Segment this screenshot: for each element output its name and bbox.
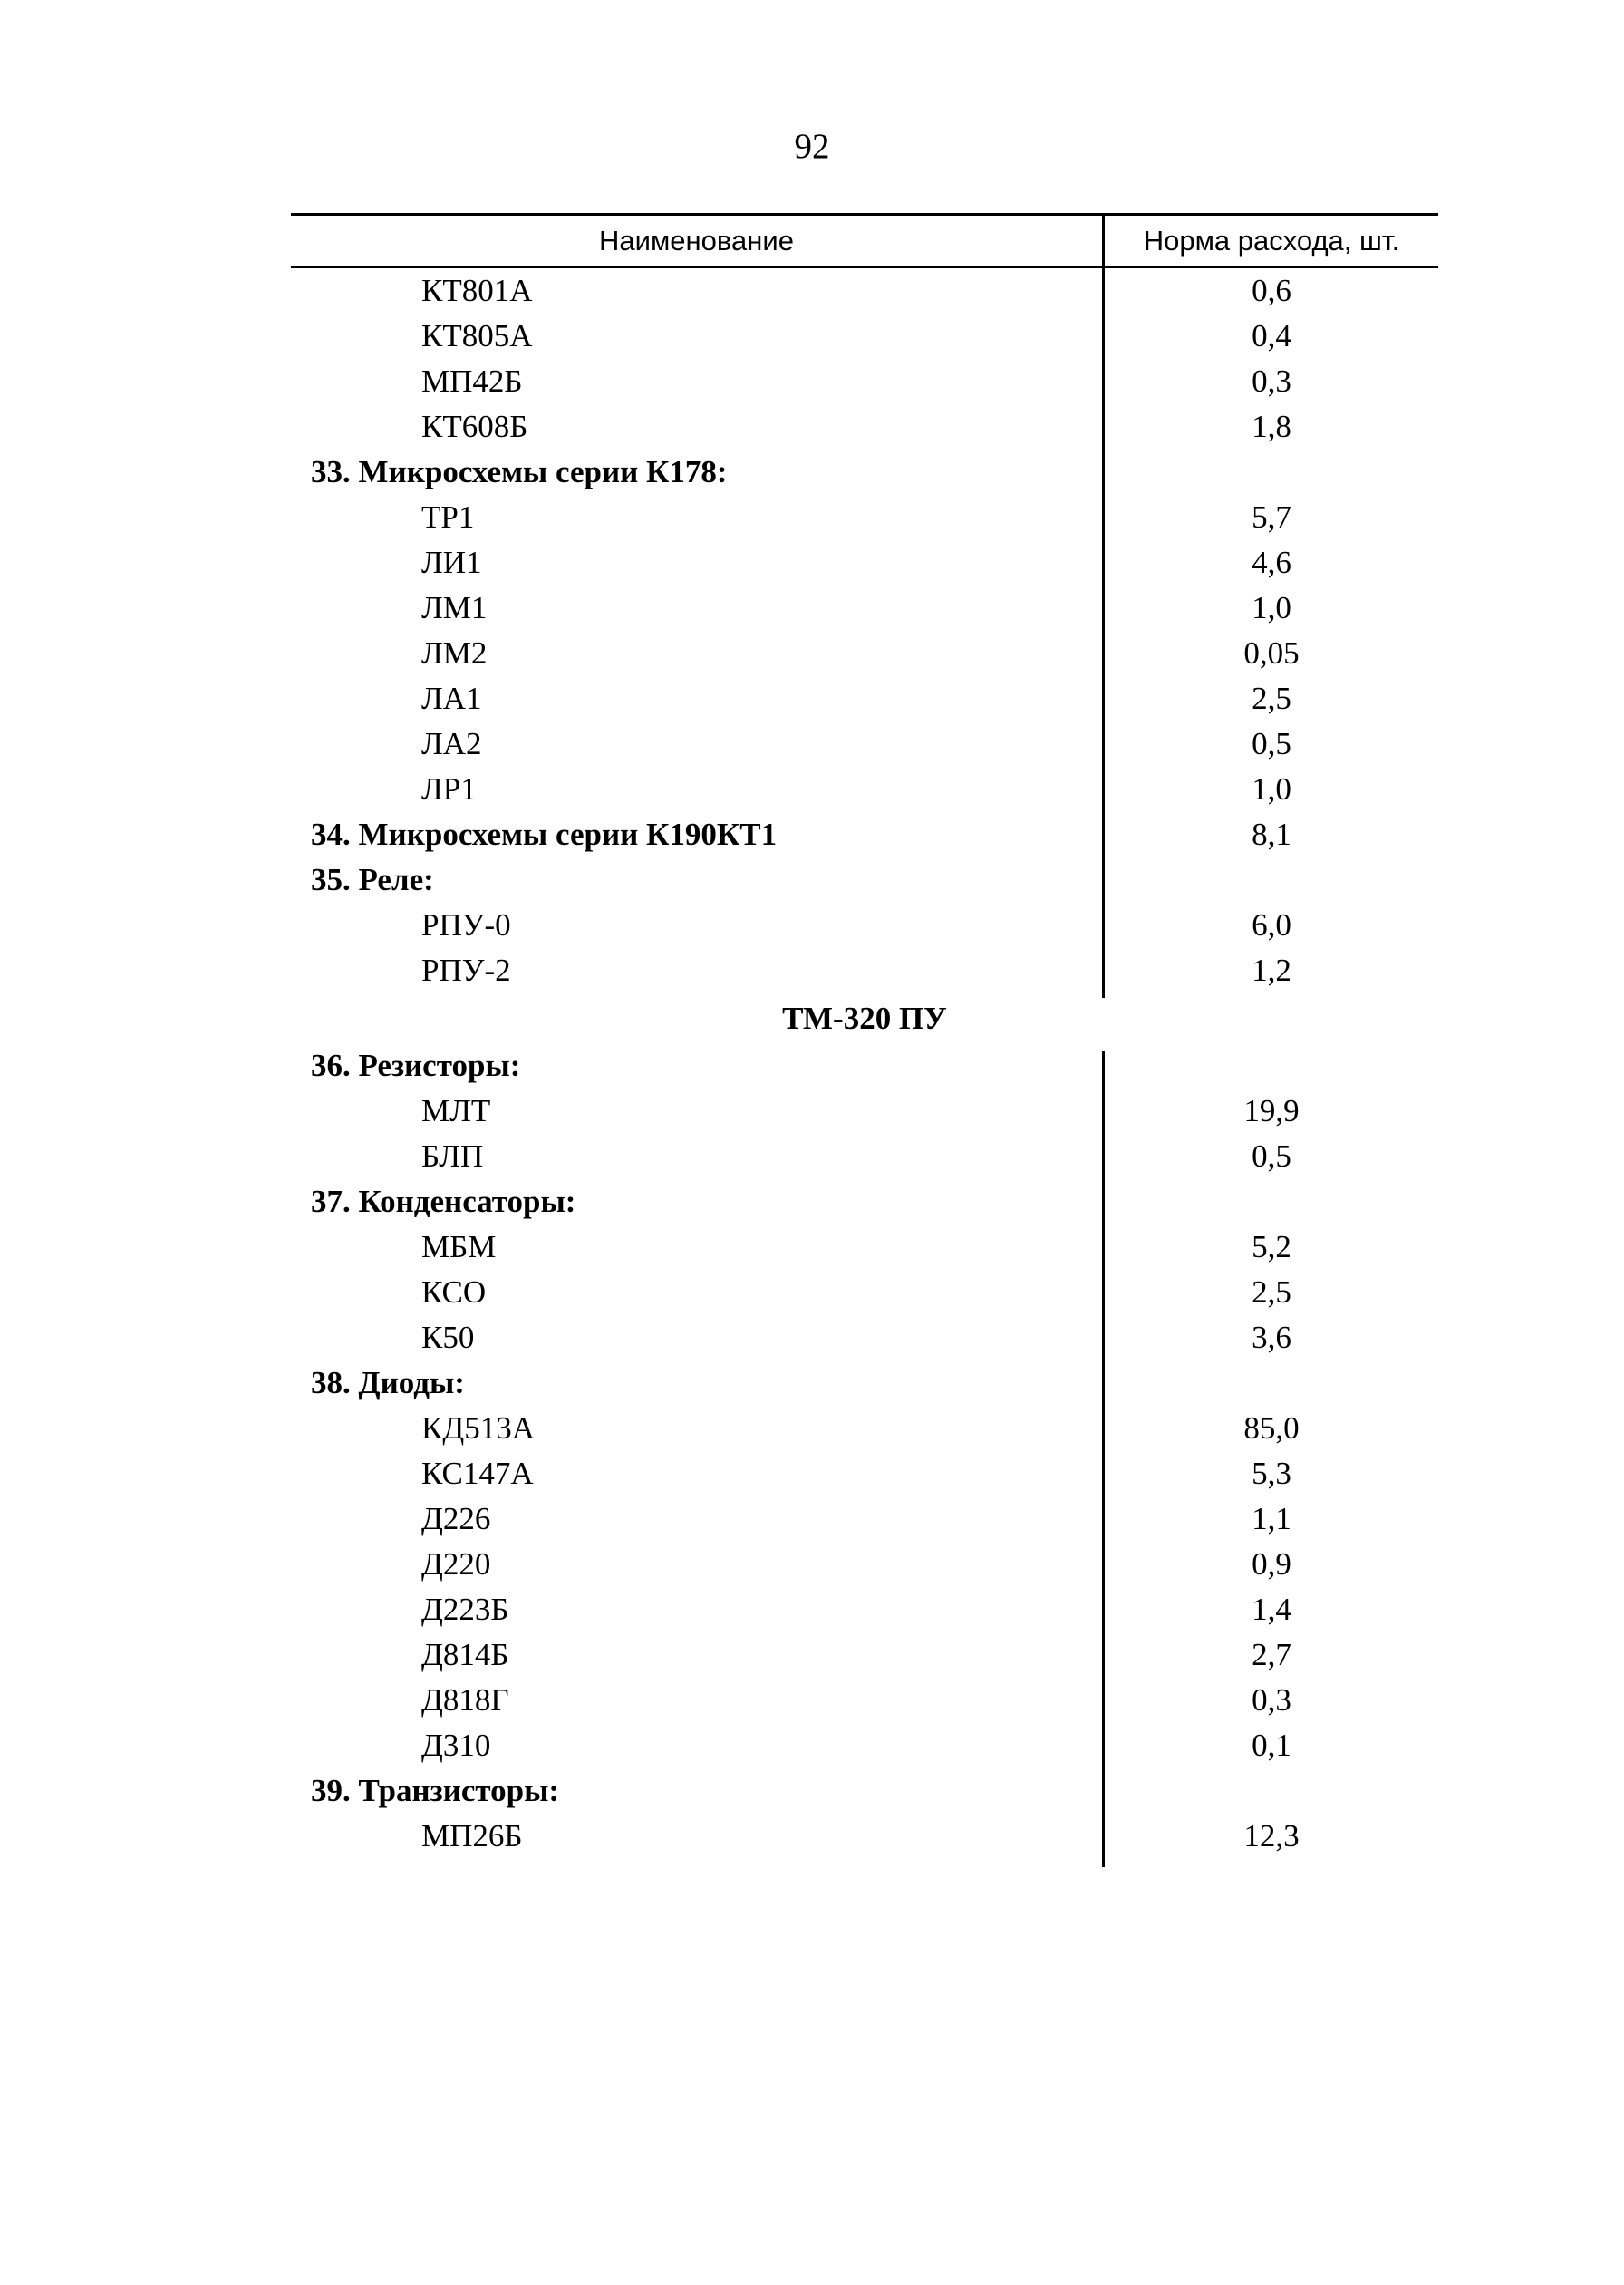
table-row [0, 359, 1624, 404]
item-name: ЛР1 [421, 771, 477, 807]
column-header-name: Наименование [599, 225, 794, 257]
page-number: 92 [794, 127, 830, 166]
norm-value: 0,9 [1252, 1546, 1291, 1582]
item-name: МЛТ [421, 1093, 491, 1128]
group-row [0, 812, 1624, 857]
norm-value: 2,5 [1252, 681, 1291, 716]
table-row [0, 314, 1624, 359]
group-row [0, 1179, 1624, 1225]
table-row [0, 1542, 1624, 1587]
table-row [0, 404, 1624, 450]
item-name: КТ801А [421, 273, 533, 308]
norm-value: 6,0 [1252, 907, 1291, 943]
group-title: 38. Диоды: [311, 1365, 465, 1400]
item-name: МБМ [421, 1229, 497, 1264]
item-name: ЛМ1 [421, 590, 488, 625]
norm-value: 0,5 [1252, 1138, 1291, 1174]
item-name: БЛП [421, 1138, 484, 1174]
section-heading-row [0, 993, 1624, 1043]
norm-value: 1,0 [1252, 771, 1291, 807]
norm-value: 1,0 [1252, 590, 1291, 625]
table-row [0, 721, 1624, 767]
norm-value: 2,7 [1252, 1637, 1291, 1672]
item-name: Д818Г [421, 1682, 509, 1718]
norm-value: 5,3 [1252, 1456, 1291, 1491]
group-title: 39. Транзисторы: [311, 1773, 560, 1808]
table-row [0, 268, 1624, 314]
table-row [0, 1451, 1624, 1496]
group-title: 36. Резисторы: [311, 1048, 521, 1083]
group-row [0, 450, 1624, 495]
norm-value: 0,6 [1252, 273, 1291, 308]
item-name: ТР1 [421, 499, 475, 535]
norm-value: 0,1 [1252, 1728, 1291, 1763]
table-row [0, 1089, 1624, 1134]
table-row [0, 1678, 1624, 1723]
group-title: 37. Конденсаторы: [311, 1184, 576, 1219]
item-name: КСО [421, 1274, 487, 1310]
table-row [0, 1814, 1624, 1859]
group-title: 34. Микросхемы серии К190КТ1 [311, 817, 778, 852]
norm-value: 1,8 [1252, 409, 1291, 444]
table-row [0, 767, 1624, 812]
table-row [0, 1632, 1624, 1678]
group-row [0, 1360, 1624, 1406]
table-row [0, 1406, 1624, 1451]
norm-value: 19,9 [1243, 1093, 1300, 1128]
norm-value: 0,5 [1252, 726, 1291, 761]
section-title: ТМ-320 ПУ [782, 1001, 947, 1036]
table-row [0, 1225, 1624, 1270]
item-name: КТ805А [421, 318, 533, 353]
item-name: ЛИ1 [421, 545, 482, 580]
table-row [0, 495, 1624, 540]
table-row [0, 586, 1624, 631]
group-title: 35. Реле: [311, 862, 434, 897]
table-row [0, 1587, 1624, 1632]
norm-value: 2,5 [1252, 1274, 1291, 1310]
norm-value: 8,1 [1252, 817, 1291, 852]
item-name: Д310 [421, 1728, 491, 1763]
table-row [0, 676, 1624, 721]
table-row [0, 903, 1624, 948]
column-header-norm: Норма расхода, шт. [1143, 225, 1400, 257]
item-name: РПУ-2 [421, 953, 511, 988]
norm-value: 0,4 [1252, 318, 1291, 353]
norm-value: 12,3 [1243, 1818, 1300, 1854]
norm-value: 5,7 [1252, 499, 1291, 535]
table-top-rule [291, 213, 1438, 216]
norm-value: 1,1 [1252, 1501, 1291, 1536]
norm-value: 0,3 [1252, 1682, 1291, 1718]
table-row [0, 1270, 1624, 1315]
item-name: МП26Б [421, 1818, 523, 1854]
table-row [0, 540, 1624, 586]
table-body [0, 268, 1624, 1859]
item-name: КД513А [421, 1410, 535, 1446]
item-name: К50 [421, 1320, 475, 1355]
norm-value: 0,3 [1252, 363, 1291, 399]
norm-value: 1,4 [1252, 1592, 1291, 1627]
table-row [0, 948, 1624, 993]
norm-value: 5,2 [1252, 1229, 1291, 1264]
item-name: ЛА2 [421, 726, 482, 761]
table-row [0, 1315, 1624, 1360]
group-title: 33. Микросхемы серии К178: [311, 454, 728, 489]
norm-value: 0,05 [1243, 635, 1300, 671]
group-row [0, 857, 1624, 903]
group-row [0, 1043, 1624, 1089]
item-name: КТ608Б [421, 409, 528, 444]
item-name: КС147А [421, 1456, 534, 1491]
item-name: Д226 [421, 1501, 491, 1536]
norm-value: 85,0 [1243, 1410, 1300, 1446]
item-name: Д814Б [421, 1637, 509, 1672]
table-row [0, 631, 1624, 676]
table-row [0, 1134, 1624, 1179]
item-name: Д220 [421, 1546, 491, 1582]
item-name: ЛМ2 [421, 635, 488, 671]
item-name: Д223Б [421, 1592, 509, 1627]
norm-value: 1,2 [1252, 953, 1291, 988]
item-name: МП42Б [421, 363, 523, 399]
item-name: ЛА1 [421, 681, 482, 716]
norm-value: 3,6 [1252, 1320, 1291, 1355]
norm-value: 4,6 [1252, 545, 1291, 580]
table-row [0, 1496, 1624, 1542]
table-row [0, 1723, 1624, 1768]
item-name: РПУ-0 [421, 907, 511, 943]
group-row [0, 1768, 1624, 1814]
